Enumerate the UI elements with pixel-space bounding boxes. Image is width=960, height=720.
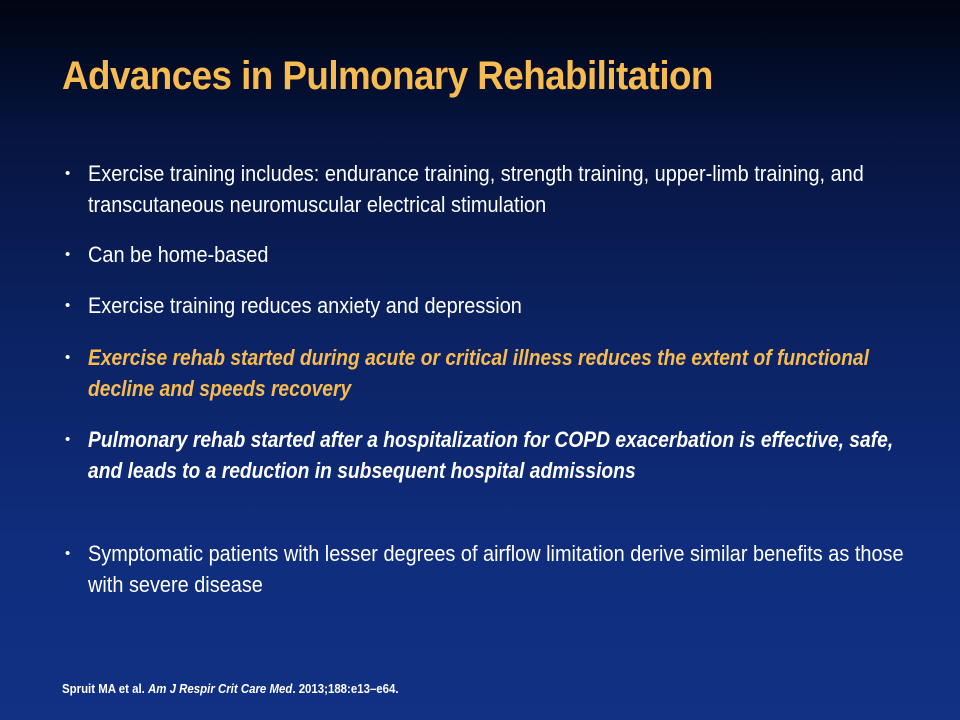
bullet-item bbox=[62, 290, 902, 321]
bullet-item bbox=[62, 538, 902, 600]
bullet-item-emphasis bbox=[62, 424, 902, 486]
citation bbox=[62, 681, 399, 697]
bullet-item bbox=[62, 239, 902, 270]
bullet-icon: • bbox=[65, 431, 71, 448]
bullet-text: Can be home-based bbox=[88, 242, 269, 267]
bullet-text: Exercise training reduces anxiety and depression bbox=[88, 293, 522, 318]
bullet-icon: • bbox=[65, 349, 71, 366]
bullet-item bbox=[62, 158, 902, 220]
citation-journal: Am J Respir Crit Care Med bbox=[148, 681, 293, 696]
bullet-text-highlight: Exercise rehab started during acute or critical illness reduces the extent of functional decline and speeds recovery bbox=[88, 345, 869, 401]
citation-details: . 2013;188:e13–e64. bbox=[292, 681, 399, 696]
bullet-icon: • bbox=[65, 297, 71, 314]
citation-authors: Spruit MA et al. bbox=[62, 681, 149, 696]
bullet-icon: • bbox=[65, 545, 71, 562]
bullet-item-highlight bbox=[62, 342, 902, 404]
bullet-icon: • bbox=[65, 165, 71, 182]
slide-title: Advances in Pulmonary Rehabilitation bbox=[62, 54, 713, 98]
bullet-text: Exercise training includes: endurance training, strength training, upper-limb training, and transcutaneous neuromuscular electrical stimulation bbox=[88, 161, 864, 217]
bullet-text-emphasis: Pulmonary rehab started after a hospitalization for COPD exacerbation is effective, safe, and leads to a reduction in subsequent hospital admissions bbox=[88, 427, 894, 483]
bullet-icon: • bbox=[65, 246, 71, 263]
bullet-text: Symptomatic patients with lesser degrees of airflow limitation derive similar benefits as those with severe disease bbox=[88, 541, 904, 597]
